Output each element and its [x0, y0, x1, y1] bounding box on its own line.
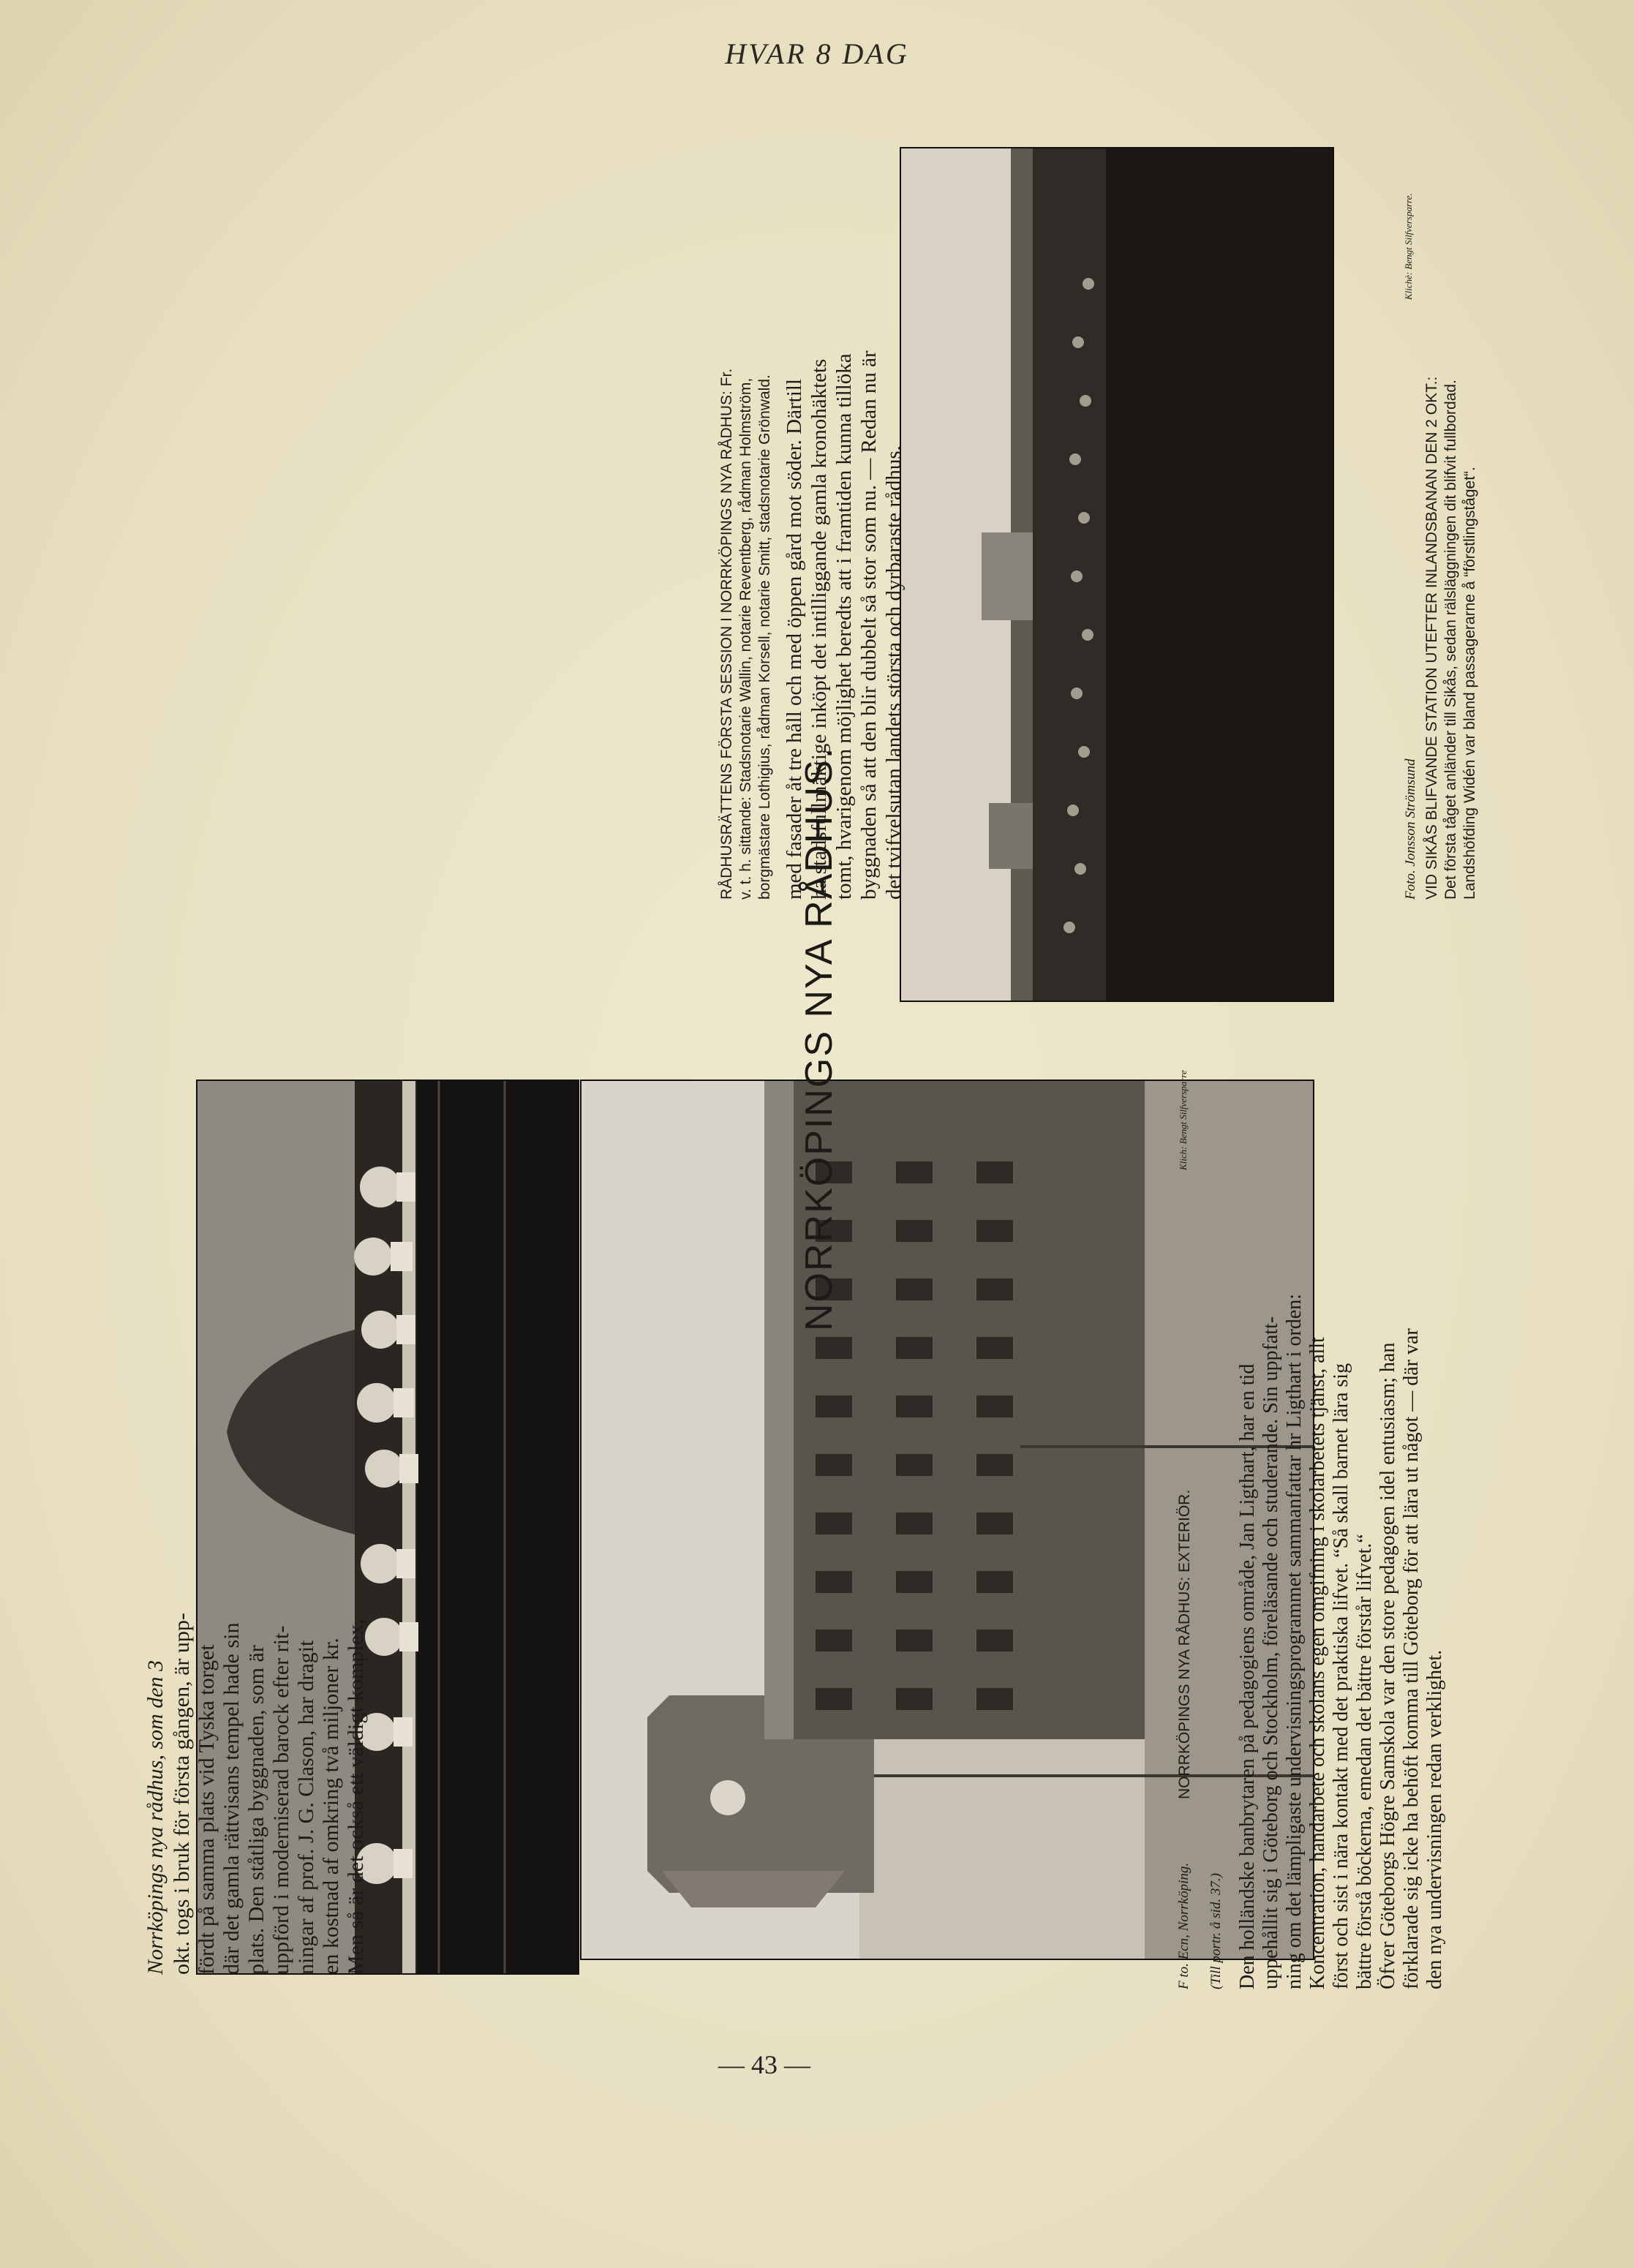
ligthart-line-5: först och sist i nära kontakt med det praktiska lifvet. “Så skall barnet lära sig [1330, 1363, 1352, 1989]
ligthart-line-2: uppehållit sig i Göteborg och Stockholm, föreläsande och studerande. Sin uppfatt- [1260, 1316, 1282, 1989]
ligthart-line-7: Öfver Göteborgs Högre Samskola var den store pedagogen idel entusiasm; han [1377, 1342, 1399, 1989]
ligthart-line-9: den nya undervisningen redan verklighet. [1423, 1649, 1446, 1989]
portrait-note-v: (Till portr. å sid. 37.) [1208, 1873, 1224, 1989]
continuation-line-1: med fasader åt tre håll och med öppen gård mot söder. Därtill [783, 379, 806, 900]
intro-line-2: okt. togs i bruk för första gången, är upp- [170, 1613, 194, 1975]
continuation-line-2: ha stadsfullmäktige inköpt det intilliggande gamla kronohäktets [807, 358, 831, 900]
session-caption-line-2: v. t. h. sittande: Stadsnotarie Wallin, notarie Reventberg, rådman Holmström, [737, 377, 754, 900]
intro-line-1: Norrköpings nya rådhus, som den 3 [143, 1659, 167, 1975]
ligthart-line-4: Koncentration, handarbete och skolans egen omgifning i skolarbetets tjänst, allt [1306, 1337, 1329, 1989]
exterior-cliche-v: Klich: Bengt Silfversparre [1178, 1070, 1189, 1170]
intro-line-3: fördt på samma plats vid Tyska torget [195, 1644, 219, 1975]
exterior-photo [580, 1080, 1314, 1960]
intro-line-9: Men så är det också ett väldigt komplex, [344, 1619, 368, 1975]
exterior-photo-credit-v: F to. Ecn, Norrköping. [1176, 1862, 1191, 1989]
continuation-line-5: det tvifvelsutan landets största och dyrbaraste rådhus. [882, 445, 906, 900]
ligthart-line-6: bättre förstå böckerna, emedan det bättre förstår lifvet.“ [1353, 1534, 1376, 1989]
ligthart-line-1: Den holländske banbrytaren på pedagogiens område, Jan Ligthart, har en tid [1236, 1363, 1259, 1989]
sikas-caption-line-3: Landshöfding Widén var bland passagerarne å “förstlingståget“. [1461, 467, 1478, 900]
intro-line-4: där det gamla rättvisans tempel hade sin [219, 1622, 244, 1975]
sikas-caption-line-2: Det första tåget anländer till Sikås, sedan rälsläggningen dit blifvit fullbordad. [1442, 380, 1459, 900]
sikas-cliche-v: Klichè: Bengt Silfversparre. [1403, 193, 1414, 300]
session-caption-line-3: borgmästare Lothigius, rådman Korsell, notarie Smitt, stadsnotarie Grönwald. [756, 374, 773, 900]
intro-line-5: plats. Den ståtliga byggnaden, som är [244, 1645, 268, 1975]
session-caption-line-1: RÅDHUSRÄTTENS FÖRSTA SESSION I NORRKÖPINGS NYA RÅDHUS: Fr. [718, 368, 735, 900]
ligthart-line-8: förklarade sig icke ha behöft komma till Göteborg för att lära ut något — där var [1400, 1328, 1423, 1989]
sikas-caption-line-1: VID SIKÅS BLIFVANDE STATION UTEFTER INLANDSBANAN DEN 2 OKT.: [1423, 376, 1440, 900]
continuation-line-4: byggnaden så att den blir dubbelt så stor som nu. — Redan nu är [857, 350, 881, 900]
intro-line-7: ningar af prof. J. G. Clason, har dragit [294, 1640, 318, 1975]
sikas-station-photo [900, 147, 1334, 1002]
sikas-photo-credit-v: Foto. Jonsson Strömsund [1403, 758, 1418, 900]
intro-line-6: uppförd i moderniserad barock efter rit- [269, 1625, 293, 1975]
ligthart-line-3: ning om det lämpligaste undervisningsprogrammet sammanfattar hr Ligthart i orden: [1283, 1294, 1306, 1989]
exterior-caption-title-v: NORRKÖPINGS NYA RÅDHUS: EXTERIÖR. [1176, 1489, 1193, 1799]
page-number: — 43 — [718, 2050, 810, 2079]
intro-line-8: en kostnad af omkring två miljoner kr. [319, 1638, 343, 1975]
continuation-line-3: tomt, hvarigenom möjlighet beredts att i framtiden kunna tillöka [832, 353, 856, 900]
article-title-vertical: NORRKÖPINGS NYA RÅDHUS. [798, 746, 840, 1331]
running-header: HVAR 8 DAG [725, 37, 909, 70]
